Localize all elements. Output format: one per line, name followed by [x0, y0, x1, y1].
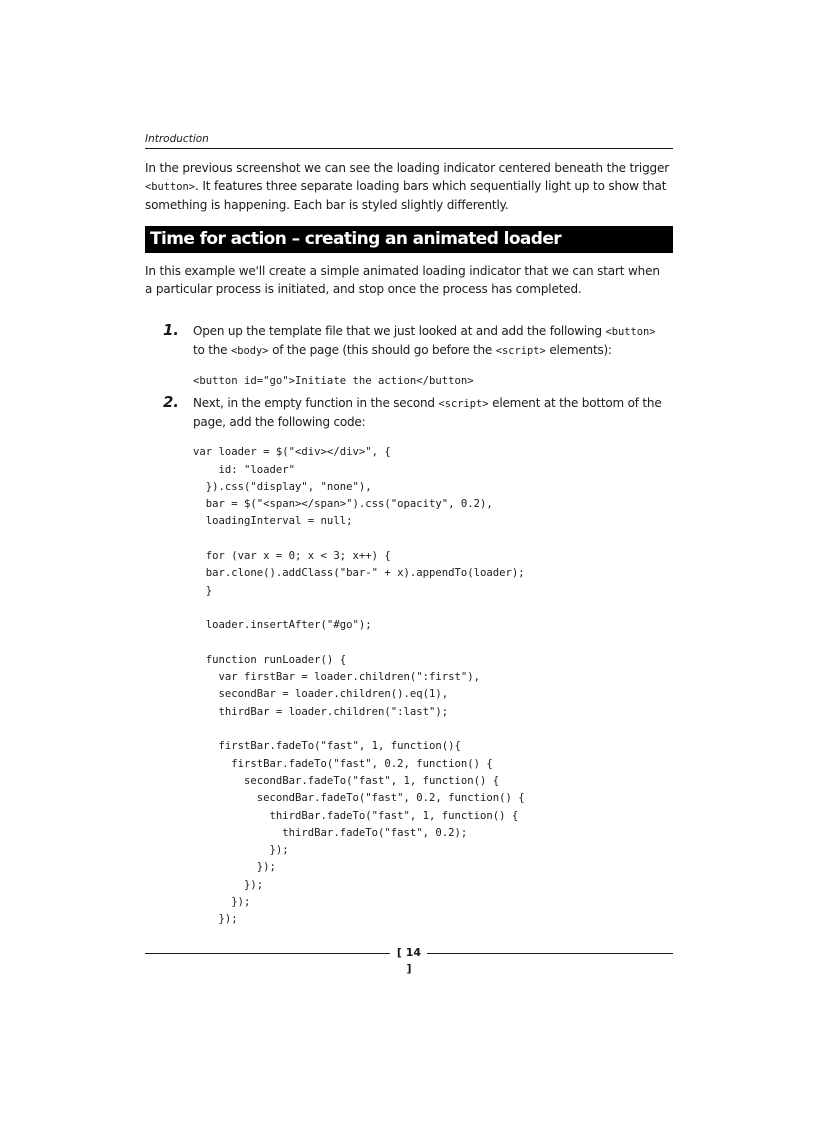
intro-text-1: In the previous screenshot we can see the loading indicator centered beneath the trigger	[145, 161, 670, 175]
footer-rule-left	[145, 953, 390, 954]
section-lead-line-2: a particular process is initiated, and stop once the process has completed.	[145, 282, 582, 296]
step-text: Open up the template file that we just looked at and add the following	[193, 324, 606, 338]
step-number: 2.	[163, 393, 179, 412]
section-lead-line-1: In this example we'll create a simple animated loading indicator that we can start when	[145, 264, 660, 278]
step-number: 1.	[163, 321, 179, 339]
page-footer	[145, 945, 673, 975]
intro-inline-code: <button>	[145, 181, 196, 193]
step-text: elements):	[545, 343, 612, 357]
step-text: Next, in the empty function in the second	[193, 396, 439, 411]
step-inline-code: <script>	[438, 398, 489, 411]
page-number: [ 14 ]	[396, 946, 422, 975]
code-block-2: var loader = $("<div></div>", { id: "loader" }).css("display", "none"), bar = $("<span></span>").css("opacity", 0.2), loadingInterval = null; for (var x = 0; x < 3; x++) { bar.clone().addClass("bar-" + x).appendTo(loader); } loader.insertAfter("#go"); function runLoader() { var firstBar = loader.children(":first"), secondBar = loader.children().eq(1), thirdBar = loader.children(":last"); firstBar.fadeTo("fast", 1, function(){ firstBar.fadeTo("fast", 0.2, function() { secondBar.fadeTo("fast", 1, function() { secondBar.fadeTo("fast", 0.2, function() { thirdBar.fadeTo("fast", 1, function() { thirdBar.fadeTo("fast", 0.2); }); }); }); }); });	[193, 446, 525, 926]
step-text: to the	[193, 343, 231, 357]
footer-rule-right	[427, 953, 673, 954]
step-inline-code: <button>	[605, 326, 656, 338]
page-content	[145, 132, 673, 929]
step-inline-code: <body>	[230, 345, 269, 357]
code-block-1: <button id="go">Initiate the action</button>	[193, 375, 474, 387]
step-2	[145, 394, 673, 431]
intro-paragraph	[145, 159, 673, 214]
running-head: Introduction	[145, 132, 673, 149]
step-inline-code: <script>	[495, 345, 546, 357]
step-1	[145, 322, 673, 360]
section-lead	[145, 262, 673, 298]
intro-text-2: . It features three separate loading bars which sequentially light up to show that something is happening. Each bar is styled slightly differently.	[145, 179, 667, 212]
step-text: of the page (this should go before the	[268, 343, 496, 357]
section-heading: Time for action – creating an animated loader	[145, 226, 673, 253]
step-text: element at the bottom of the page, add the following code:	[193, 396, 662, 430]
